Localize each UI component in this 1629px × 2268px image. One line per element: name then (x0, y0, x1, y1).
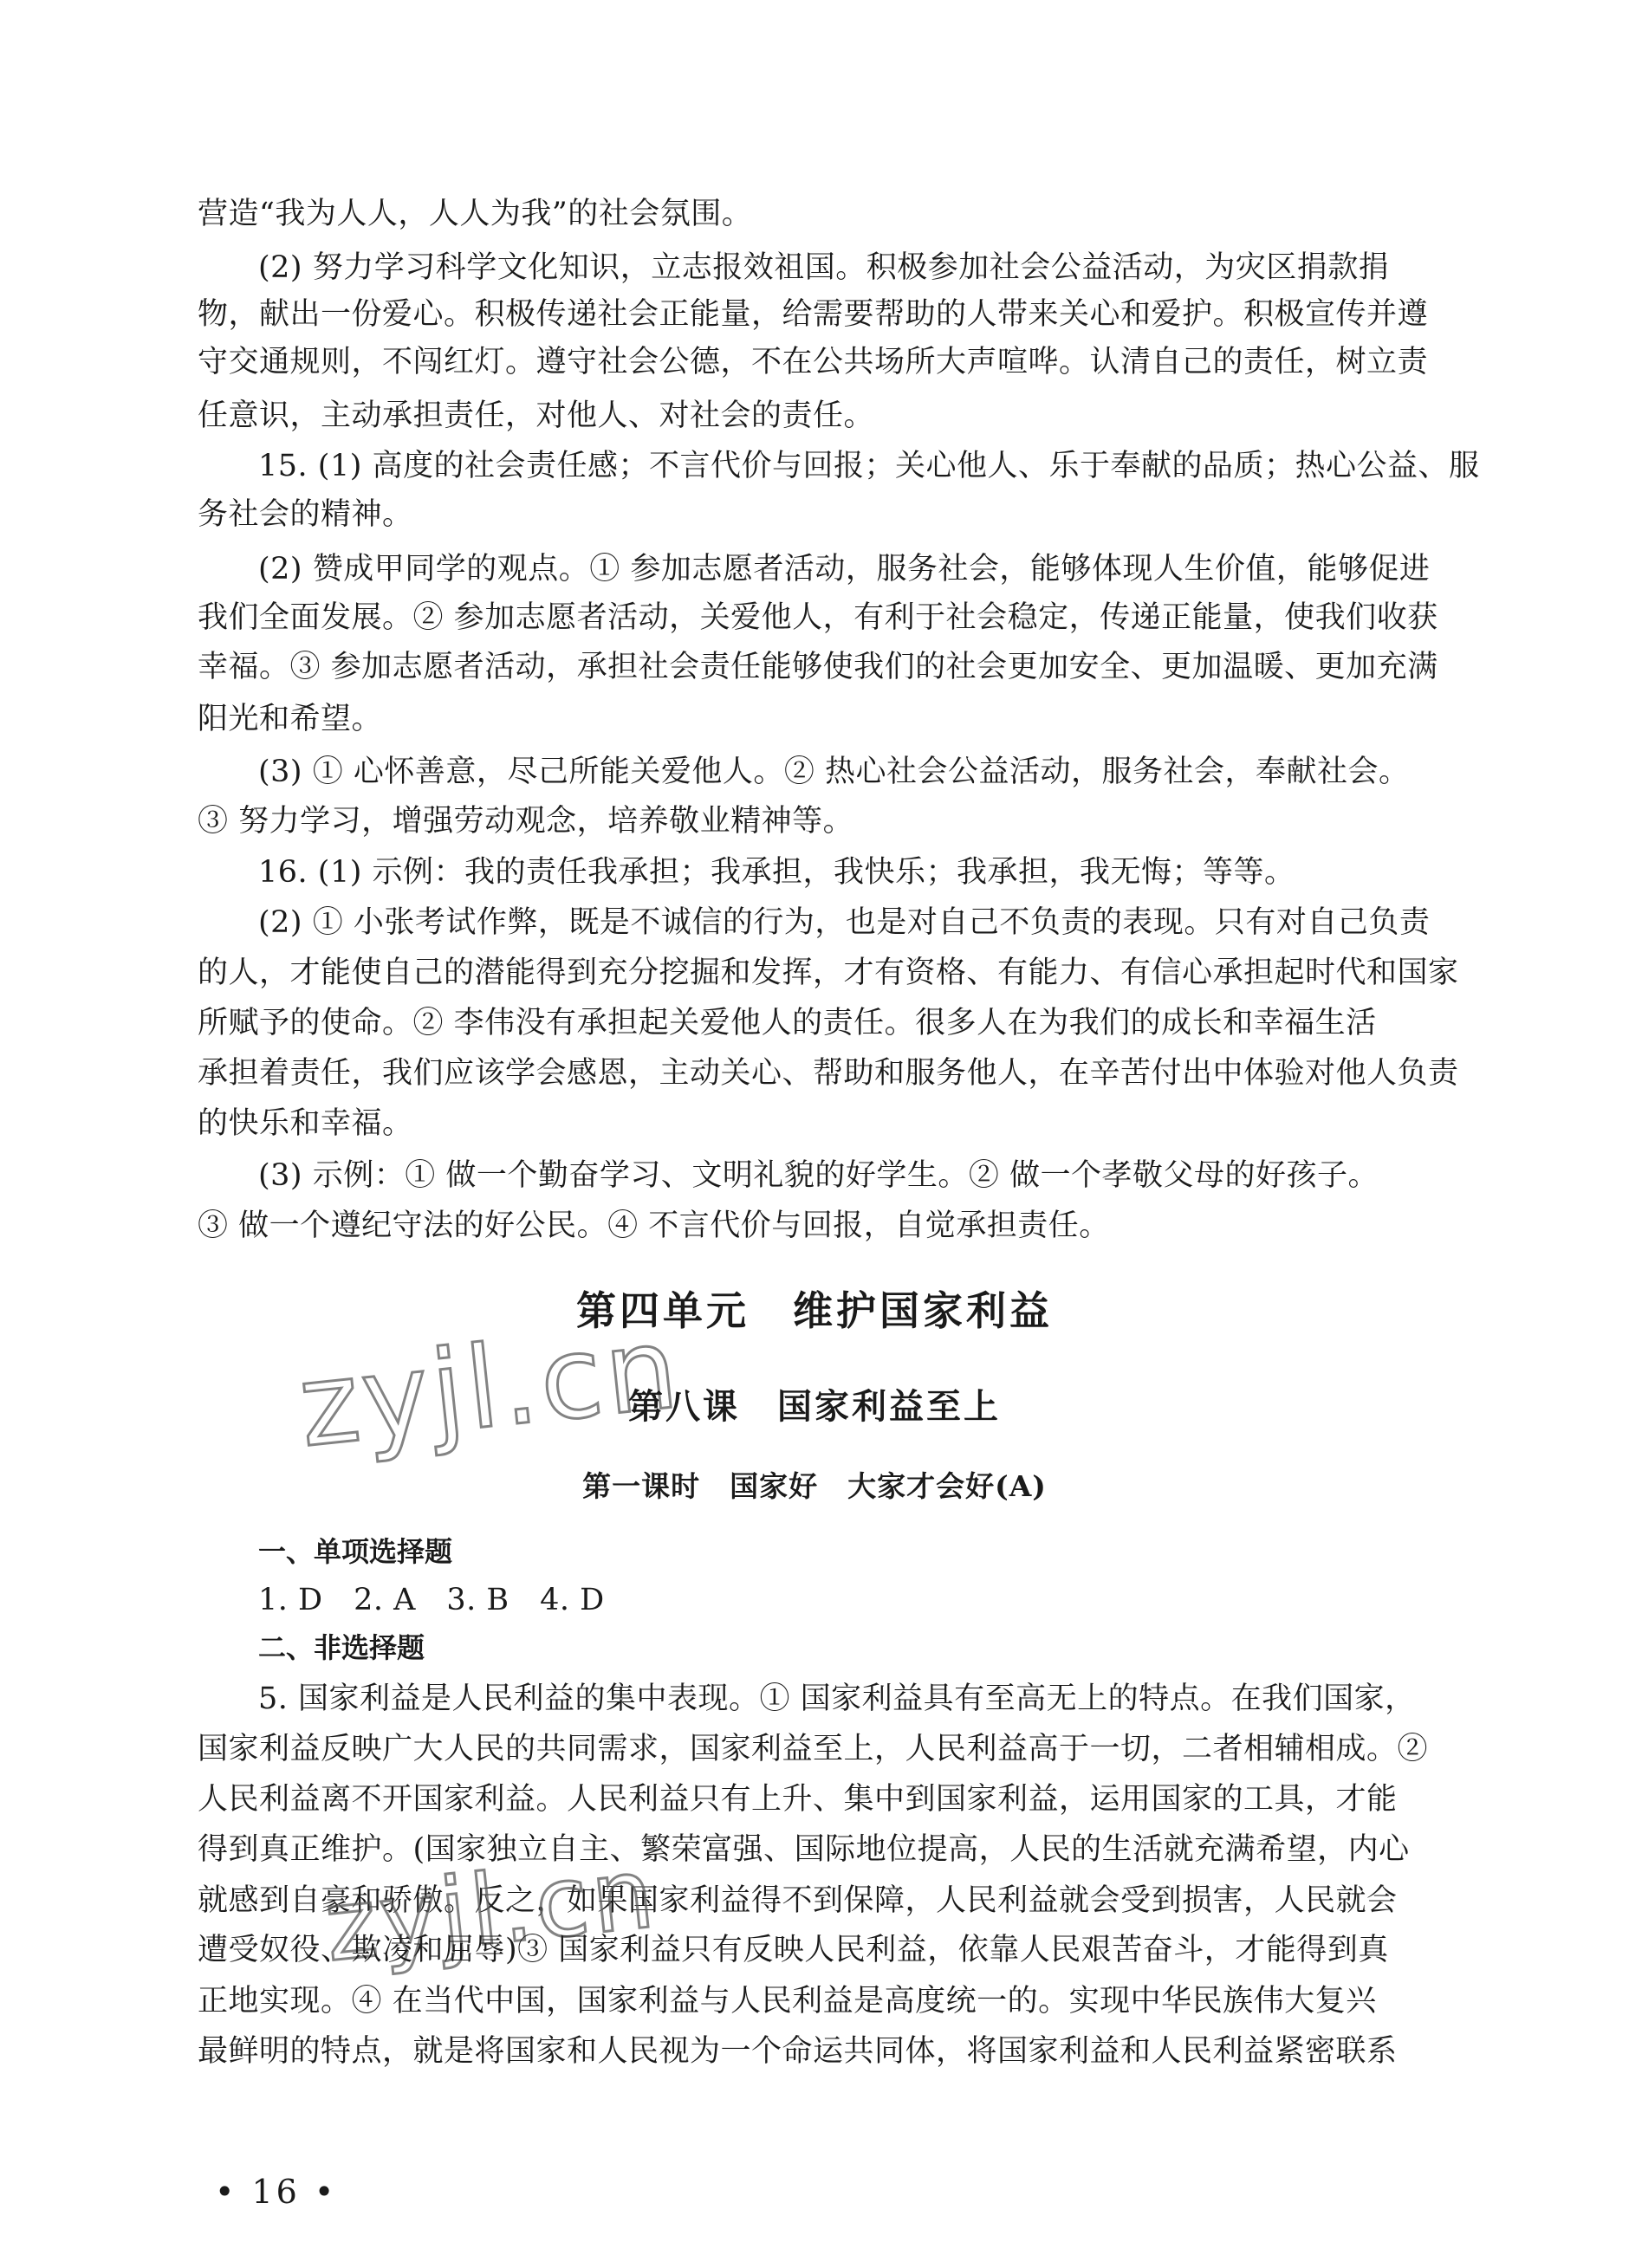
unit-heading: 第四单元 维护国家利益 (576, 1287, 1053, 1334)
text-line: 所赋予的使命。② 李伟没有承担起关爱他人的责任。很多人在为我们的成长和幸福生活 (198, 1006, 1377, 1040)
text-line: 任意识，主动承担责任，对他人、对社会的责任。 (198, 399, 875, 433)
section-heading: 二、非选择题 (258, 1631, 425, 1664)
text-line: (2) ① 小张考试作弊，既是不诚信的行为，也是对自己不负责的表现。只有对自己负责 (258, 905, 1431, 940)
text-line: 国家利益反映广大人民的共同需求，国家利益至上，人民利益高于一切，二者相辅相成。② (198, 1732, 1429, 1766)
text-line: 我们全面发展。② 参加志愿者活动，关爱他人，有利于社会稳定，传递正能量，使我们收获 (198, 600, 1438, 635)
text-line: (3) ① 心怀善意，尽己所能关爱他人。② 热心社会公益活动，服务社会，奉献社会。 (258, 755, 1410, 789)
text-line: 人民利益离不开国家利益。人民利益只有上升、集中到国家利益，运用国家的工具，才能 (198, 1782, 1398, 1817)
watermark: zyjl.cn (293, 1301, 687, 1473)
text-line: 正地实现。④ 在当代中国，国家利益与人民利益是高度统一的。实现中华民族伟大复兴 (198, 1984, 1377, 2019)
answers-line: 1. D 2. A 3. B 4. D (258, 1583, 605, 1617)
text-line: 15. (1) 高度的社会责任感；不言代价与回报；关心他人、乐于奉献的品质；热心公益、服 (258, 449, 1480, 483)
text-line: ③ 努力学习，增强劳动观念，培养敬业精神等。 (198, 804, 854, 839)
watermark: zyjl.cn (320, 1837, 663, 1984)
text-line: 营造“我为人人，人人为我”的社会氛围。 (198, 197, 753, 231)
text-line: 物，献出一份爱心。积极传递社会正能量，给需要帮助的人带来关心和爱护。积极宣传并遵 (198, 297, 1429, 332)
text-line: 幸福。③ 参加志愿者活动，承担社会责任能够使我们的社会更加安全、更加温暖、更加充满 (198, 650, 1438, 684)
text-line: (2) 赞成甲同学的观点。① 参加志愿者活动，服务社会，能够体现人生价值，能够促进 (258, 552, 1431, 586)
text-line: 16. (1) 示例：我的责任我承担；我承担，我快乐；我承担，我无悔；等等。 (258, 855, 1295, 890)
text-line: 5. 国家利益是人民利益的集中表现。① 国家利益具有至高无上的特点。在我们国家， (258, 1682, 1416, 1716)
text-line: 的快乐和幸福。 (198, 1106, 413, 1141)
text-line: 阳光和希望。 (198, 702, 383, 736)
text-line: 守交通规则，不闯红灯。遵守社会公德，不在公共场所大声喧哗。认清自己的责任，树立责 (198, 345, 1429, 379)
text-line: 务社会的精神。 (198, 497, 413, 532)
text-line: 遭受奴役、欺凌和屈辱)③ 国家利益只有反映人民利益，依靠人民艰苦奋斗，才能得到真 (198, 1933, 1389, 1967)
text-line: 最鲜明的特点，就是将国家和人民视为一个命运共同体，将国家利益和人民利益紧密联系 (198, 2034, 1398, 2069)
lesson-heading: 第八课 国家利益至上 (628, 1387, 1001, 1427)
text-line: 的人，才能使自己的潜能得到充分挖掘和发挥，才有资格、有能力、有信心承担起时代和国家 (198, 956, 1459, 990)
period-heading: 第一课时 国家好 大家才会好(A) (582, 1469, 1047, 1503)
text-line: ③ 做一个遵纪守法的好公民。④ 不言代价与回报，自觉承担责任。 (198, 1209, 1110, 1243)
section-heading: 一、单项选择题 (258, 1535, 453, 1568)
text-line: (2) 努力学习科学文化知识，立志报效祖国。积极参加社会公益活动，为灾区捐款捐 (258, 250, 1390, 285)
text-line: 就感到自豪和骄傲。反之，如果国家利益得不到保障，人民利益就会受到损害，人民就会 (198, 1883, 1398, 1918)
text-line: 承担着责任，我们应该学会感恩，主动关心、帮助和服务他人，在辛苦付出中体验对他人负责 (198, 1056, 1459, 1091)
page-number: • 16 • (215, 2173, 338, 2211)
text-line: 得到真正维护。(国家独立自主、繁荣富强、国际地位提高，人民的生活就充满希望，内心 (198, 1832, 1410, 1867)
text-line: (3) 示例：① 做一个勤奋学习、文明礼貌的好学生。② 做一个孝敬父母的好孩子。 (258, 1158, 1379, 1193)
